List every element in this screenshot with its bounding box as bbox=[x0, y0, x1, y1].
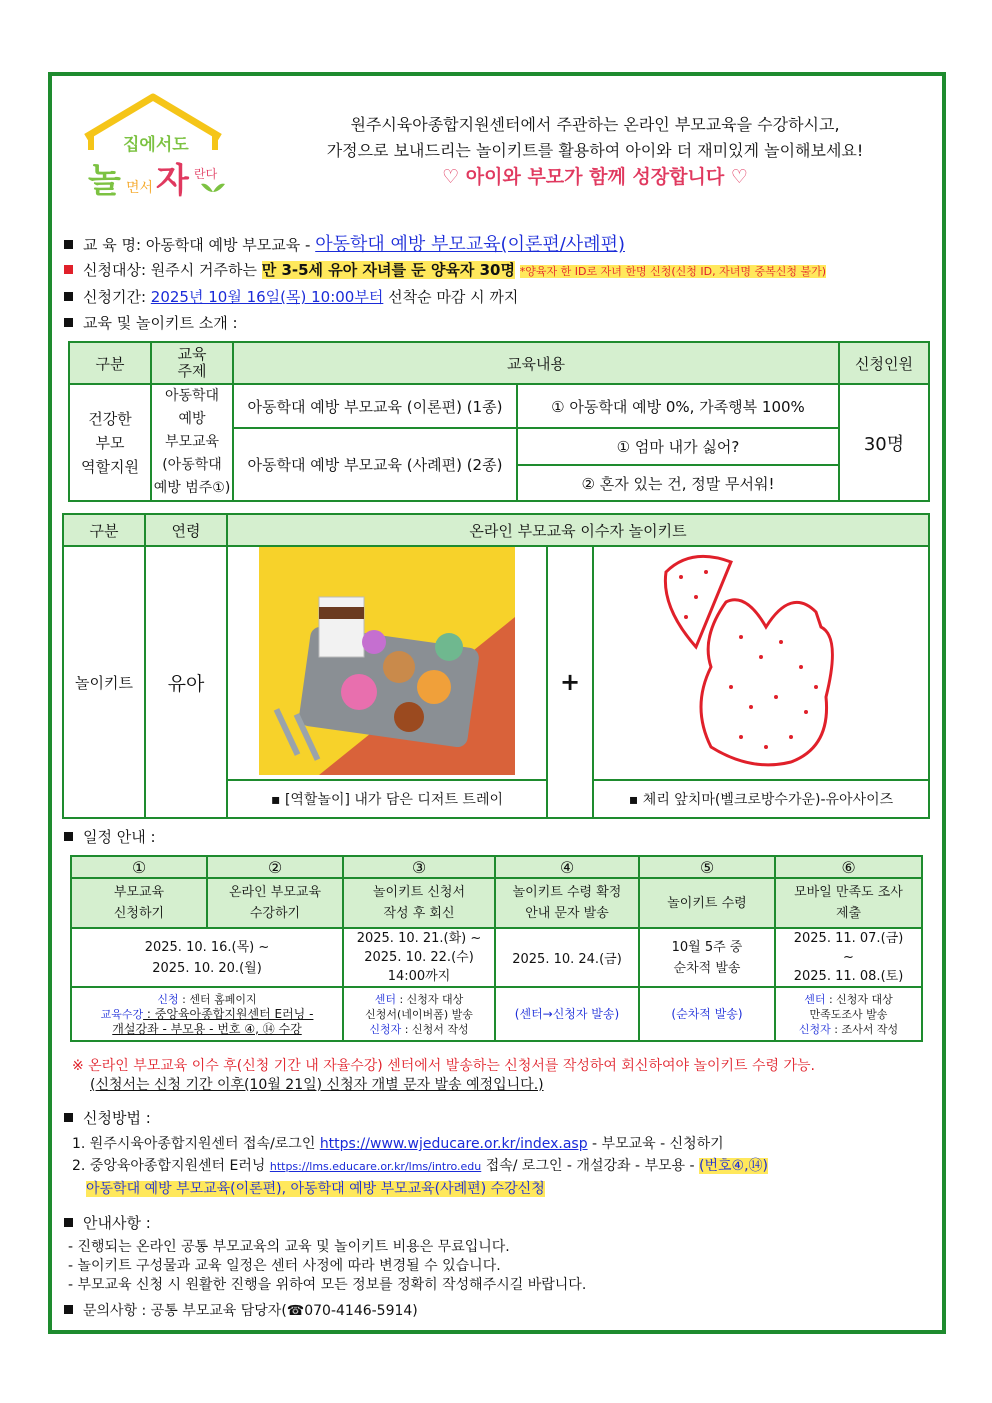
course-1-item: ① 아동학대 예방 0%, 가족행복 100% bbox=[517, 384, 839, 428]
course-2: 아동학대 예방 부모교육 (사례편) (2종) bbox=[233, 428, 517, 501]
date-5: 10월 5주 중 순차적 발송 bbox=[639, 928, 775, 987]
kit-2-label: ▪ 체리 앞치마(벨크로방수가운)-유아사이즈 bbox=[593, 780, 929, 818]
plus-sign: + bbox=[547, 546, 593, 818]
bullet-square-icon bbox=[64, 1113, 73, 1122]
note-1-2 bbox=[71, 987, 343, 1041]
topic-cell: 아동학대 예방 부모교육 (아동학대 예방 범주①) bbox=[151, 384, 233, 501]
note-3-d: : 신청서 작성 bbox=[401, 1022, 469, 1036]
target-row bbox=[64, 259, 826, 280]
step-4: 놀이키트 수령 확정 안내 문자 발송 bbox=[495, 878, 639, 928]
logo-char-1: 놀 bbox=[88, 161, 121, 201]
count-cell: 30명 bbox=[839, 384, 929, 501]
contact-text: 문의사항 : 공통 부모교육 담당자(☎070-4146-5914) bbox=[83, 1303, 418, 1319]
bullet-square-icon bbox=[64, 265, 73, 274]
note-6-c: 신청자 bbox=[798, 1022, 831, 1036]
step-6: 모바일 만족도 조사 제출 bbox=[775, 878, 922, 928]
course-1: 아동학대 예방 부모교육 (이론편) (1종) bbox=[233, 384, 517, 428]
step-num-2: ② bbox=[207, 856, 343, 878]
bullet-square-icon bbox=[64, 292, 73, 301]
date-1-2: 2025. 10. 16.(목) ~ 2025. 10. 20.(월) bbox=[71, 928, 343, 987]
period-row bbox=[64, 286, 518, 307]
note-12-c: 교육수강 bbox=[100, 1007, 144, 1021]
wjeducare-link[interactable]: https://www.wjeducare.or.kr/index.asp bbox=[319, 1136, 588, 1152]
header-topic: 교육 주제 bbox=[151, 342, 233, 384]
method-2-courses-row bbox=[72, 1178, 768, 1200]
bullet-square-icon bbox=[64, 318, 73, 327]
kit-header-title: 온라인 부모교육 이수자 놀이키트 bbox=[227, 514, 929, 546]
warning-line-2: (신청서는 신청 기간 이후(10월 21일) 신청자 개별 문자 발송 예정입니다.) bbox=[90, 1077, 544, 1093]
edu-title: 아동학대 예방 부모교육(이론편/사례편) bbox=[315, 234, 625, 255]
kit-table bbox=[62, 513, 930, 819]
logo-char-2: 면서 bbox=[126, 180, 154, 196]
note-6 bbox=[775, 987, 922, 1041]
kit-header-category: 구분 bbox=[63, 514, 145, 546]
schedule-heading: 일정 안내 : bbox=[83, 828, 156, 846]
note-3-c: 신청자 bbox=[369, 1022, 402, 1036]
note-3-b: : 신청자 대상 신청서(네이버폼) 발송 bbox=[365, 992, 473, 1021]
info-item-1: - 진행되는 온라인 공통 부모교육의 교육 및 놀이키트 비용은 무료입니다. bbox=[68, 1239, 510, 1255]
period-rest: 선착순 마감 시 까지 bbox=[383, 288, 519, 306]
warning-line-1: ※ 온라인 부모교육 이수 후(신청 기간 내 자율수강) 센터에서 발송하는 신청서를 작성하여 회신하여야 놀이키트 수령 가능. bbox=[72, 1058, 816, 1074]
note-3 bbox=[343, 987, 495, 1041]
step-num-5: ⑤ bbox=[639, 856, 775, 878]
method-2 bbox=[72, 1155, 768, 1178]
note-3-a: 센터 bbox=[374, 992, 396, 1006]
logo bbox=[78, 92, 228, 207]
contact-row bbox=[64, 1300, 418, 1320]
logo-char-4: 란다 bbox=[194, 167, 218, 181]
note-4: (센터→신청자 발송) bbox=[495, 987, 639, 1041]
note-12-b: : 센터 홈페이지 bbox=[178, 992, 257, 1006]
course-2-item-1: ① 엄마 내가 싫어? bbox=[517, 428, 839, 465]
note-12-d: : 중앙육아종합지원센터 E러닝 - bbox=[143, 1006, 314, 1021]
educare-lms-link[interactable]: https://lms.educare.or.kr/lms/intro.edu bbox=[269, 1160, 482, 1173]
info-item-2: - 놀이키트 구성물과 교육 일정은 센터 사정에 따라 변경될 수 있습니다. bbox=[68, 1258, 501, 1274]
step-2: 온라인 부모교육 수강하기 bbox=[207, 878, 343, 928]
education-table bbox=[68, 341, 930, 502]
kit-age: 유아 bbox=[145, 546, 227, 818]
kit-image-cell-1 bbox=[227, 546, 547, 780]
course-2-item-2: ② 혼자 있는 건, 정말 무서워! bbox=[517, 465, 839, 501]
info-list bbox=[68, 1238, 586, 1295]
target-note: *양육자 한 ID로 자녀 한명 신청(신청 ID, 자녀명 중복신청 불가) bbox=[519, 265, 826, 278]
intro-heading: 교육 및 놀이키트 소개 : bbox=[83, 314, 238, 332]
step-num-4: ④ bbox=[495, 856, 639, 878]
category-cell: 건강한 부모 역할지원 bbox=[69, 384, 151, 501]
bullet-square-icon bbox=[64, 832, 73, 841]
header-content: 교육내용 bbox=[233, 342, 839, 384]
note-6-b: : 신청자 대상 만족도조사 발송 bbox=[809, 992, 893, 1021]
method-heading-row bbox=[64, 1107, 151, 1128]
cherry-apron-image bbox=[651, 547, 871, 775]
step-3: 놀이키트 신청서 작성 후 회신 bbox=[343, 878, 495, 928]
schedule-table bbox=[70, 855, 923, 1042]
period-date: 2025년 10월 16일(목) 10:00부터 bbox=[150, 288, 384, 306]
note-12-e: 개설강좌 - 부모용 - 번호 ④, ⑭ 수강 bbox=[112, 1021, 302, 1036]
date-4: 2025. 10. 24.(금) bbox=[495, 928, 639, 987]
step-num-1: ① bbox=[71, 856, 207, 878]
method-1 bbox=[72, 1133, 768, 1155]
sprout-icon bbox=[201, 184, 225, 192]
warning-notes bbox=[72, 1057, 815, 1095]
schedule-heading-row bbox=[64, 826, 156, 847]
note-5: (순차적 발송) bbox=[639, 987, 775, 1041]
note-12-a: 신청 bbox=[157, 992, 179, 1006]
info-heading-row bbox=[64, 1212, 151, 1233]
logo-char-3: 자 bbox=[156, 161, 189, 201]
period-label: 신청기간: bbox=[83, 288, 151, 306]
date-6: 2025. 11. 07.(금) ~ 2025. 11. 08.(토) bbox=[775, 928, 922, 987]
step-1: 부모교육 신청하기 bbox=[71, 878, 207, 928]
method-2-courses: 아동학대 예방 부모교육(이론편), 아동학대 예방 부모교육(사례편) 수강신청 bbox=[86, 1181, 545, 1197]
step-5: 놀이키트 수령 bbox=[639, 878, 775, 928]
kit-header-age: 연령 bbox=[145, 514, 227, 546]
dessert-tray-image bbox=[259, 547, 515, 775]
intro-line-2: 가정으로 보내드리는 놀이키트를 활용하여 아이와 더 재미있게 놀이해보세요! bbox=[326, 141, 864, 160]
bullet-square-icon bbox=[64, 240, 73, 249]
step-num-3: ③ bbox=[343, 856, 495, 878]
method-1-a: 1. 원주시육아종합지원센터 접속/로그인 bbox=[72, 1136, 320, 1152]
bullet-square-icon bbox=[64, 1305, 73, 1314]
header-category: 구분 bbox=[69, 342, 151, 384]
bullet-square-icon bbox=[64, 1218, 73, 1227]
edu-label: 교 육 명: 아동학대 예방 부모교육 - bbox=[83, 236, 316, 254]
method-2-c: (번호④,⑭) bbox=[699, 1158, 768, 1174]
header-count: 신청인원 bbox=[839, 342, 929, 384]
note-6-a: 센터 bbox=[804, 992, 826, 1006]
kit-category: 놀이키트 bbox=[63, 546, 145, 818]
intro-line-3: ♡ 아이와 부모가 함께 성장합니다 ♡ bbox=[442, 166, 748, 188]
info-item-3: - 부모교육 신청 시 원활한 진행을 위하여 모든 정보를 정확히 작성해주시길 바랍니다. bbox=[68, 1277, 587, 1293]
method-list bbox=[72, 1133, 768, 1200]
info-heading: 안내사항 : bbox=[83, 1214, 151, 1232]
method-2-a: 2. 중앙육아종합지원센터 E러닝 bbox=[72, 1158, 270, 1174]
step-num-6: ⑥ bbox=[775, 856, 922, 878]
intro-heading-row bbox=[64, 312, 238, 333]
edu-row bbox=[64, 230, 625, 256]
method-1-b: - 부모교육 - 신청하기 bbox=[587, 1136, 724, 1152]
method-2-b: 접속/ 로그인 - 개설강좌 - 부모용 - bbox=[481, 1158, 700, 1174]
note-6-d: : 조사서 작성 bbox=[830, 1022, 899, 1036]
target-label: 신청대상: 원주시 거주하는 bbox=[83, 261, 262, 279]
logo-line1: 집에서도 bbox=[123, 135, 189, 155]
target-bold: 만 3-5세 유아 자녀를 둔 양육자 30명 bbox=[261, 261, 515, 279]
intro-line-1: 원주시육아종합지원센터에서 주관하는 온라인 부모교육을 수강하시고, bbox=[350, 115, 840, 134]
kit-image-cell-2 bbox=[593, 546, 929, 780]
intro-text bbox=[250, 112, 940, 190]
method-heading: 신청방법 : bbox=[83, 1109, 151, 1127]
kit-1-label: ▪ [역할놀이] 내가 담은 디저트 트레이 bbox=[227, 780, 547, 818]
date-3: 2025. 10. 21.(화) ~ 2025. 10. 22.(수) 14:00까지 bbox=[343, 928, 495, 987]
